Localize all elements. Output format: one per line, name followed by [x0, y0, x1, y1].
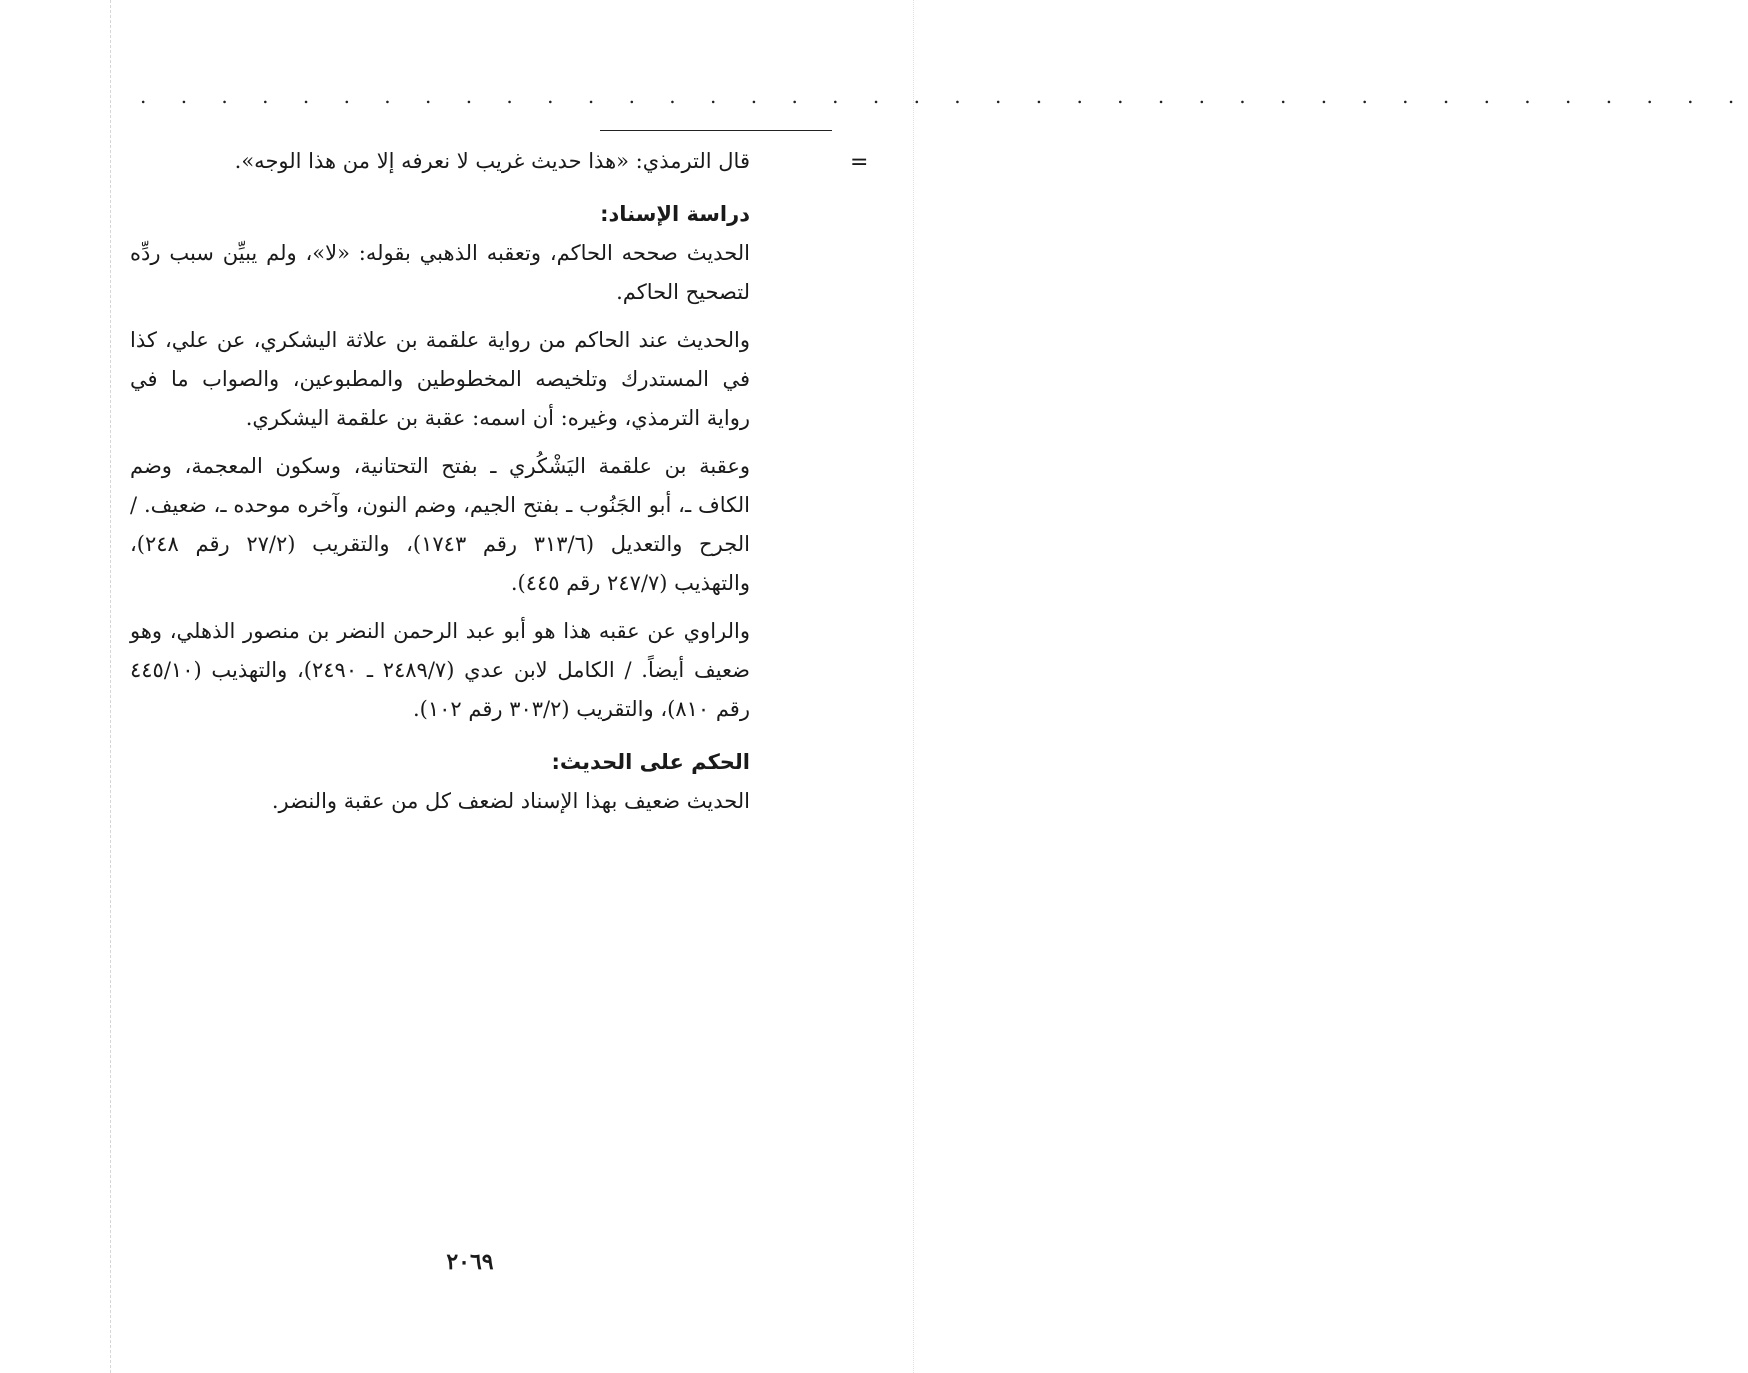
isnad-paragraph-3: وعقبة بن علقمة اليَشْكُري ـ بفتح التحتانية، وسكون المعجمة، وضم الكاف ـ، أبو الجَنُوب ـ بفتح الجيم، وضم النون، وآخره موحده ـ، ضعيف. / الجرح والتعديل (٣١٣/٦ رقم ١٧٤٣)، والتقريب (٢٧/٢ رقم ٢٤٨)، والتهذيب (٢٤٧/٧ رقم ٤٤٥).: [130, 454, 750, 595]
scan-edge-left: [110, 0, 111, 1373]
isnad-paragraph-2: والحديث عند الحاكم من رواية علقمة بن علاثة اليشكري، عن علي، كذا في المستدرك وتلخيصه المخطوطين والمطبوعين، والصواب ما في رواية الترمذي، وغيره: أن اسمه: عقبة بن علقمة اليشكري.: [130, 328, 750, 430]
scan-edge-right: [913, 0, 914, 1373]
isnad-paragraph-4: والراوي عن عقبه هذا هو أبو عبد الرحمن النضر بن منصور الذهلي، وهو ضعيف أيضاً. / الكامل لابن عدي (٢٤٨٩/٧ ـ ٢٤٩٠)، والتهذيب (٤٤٥/١٠ رقم ٨١٠)، والتقريب (٣٠٣/٢ رقم ١٠٢).: [130, 619, 750, 721]
intro-paragraph: قال الترمذي: «هذا حديث غريب لا نعرفه إلا من هذا الوجه».: [234, 149, 750, 173]
page-number: ٢٠٦٩: [446, 1249, 494, 1275]
hukm-paragraph: الحديث ضعيف بهذا الإسناد لضعف كل من عقبة والنضر.: [271, 789, 750, 813]
isnad-heading: دراسة الإسناد:: [600, 202, 750, 226]
page-body: [130, 142, 750, 830]
margin-mark: =: [850, 150, 869, 175]
hukm-heading: الحكم على الحديث:: [551, 750, 750, 774]
dotted-separator: . . . . . . . . . . . . . . . . . . . . . . . . . . . . . . . . . . . . . . . .: [140, 84, 1748, 108]
footnote-rule: [600, 130, 832, 131]
isnad-paragraph-1: الحديث صححه الحاكم، وتعقبه الذهبي بقوله: «لا»، ولم يبيِّن سبب ردِّه لتصحيح الحاكم.: [130, 241, 750, 304]
